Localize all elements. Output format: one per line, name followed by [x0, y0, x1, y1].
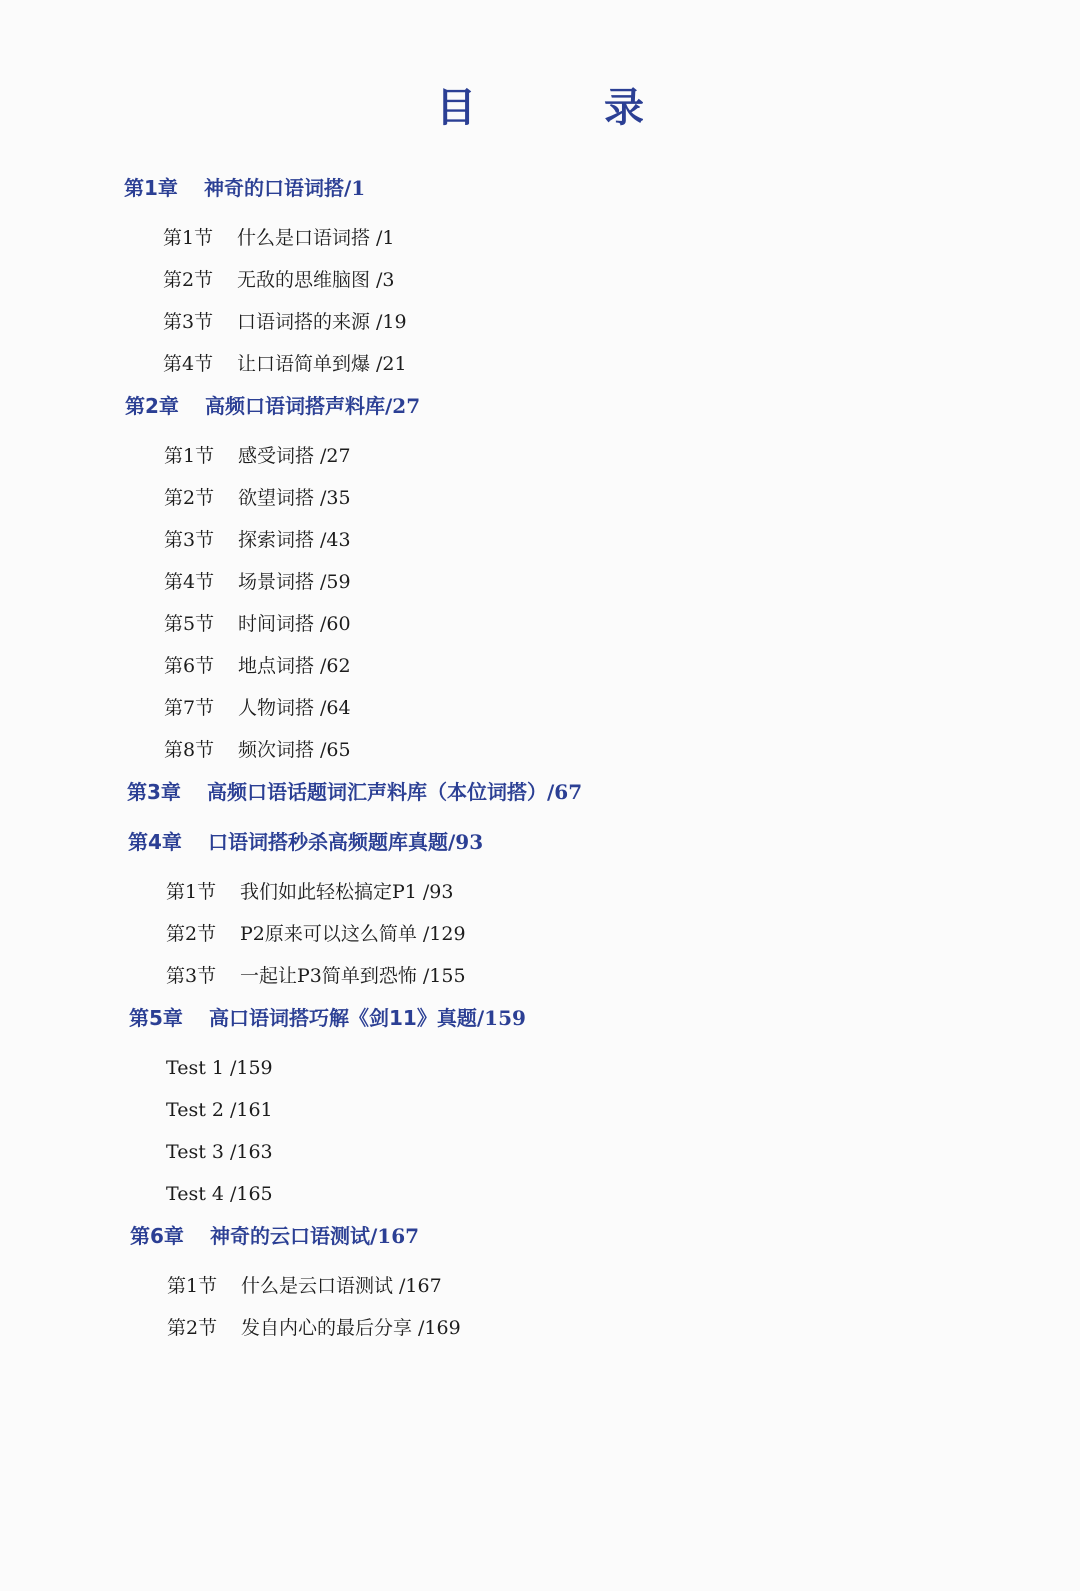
chapter-number: 第1章 [124, 176, 178, 200]
section-page: /43 [320, 529, 351, 551]
chapter-number: 第2章 [125, 394, 179, 418]
section-page: /3 [376, 269, 395, 291]
section-title: 频次词搭 [238, 739, 315, 761]
section-page: /59 [320, 571, 351, 593]
section-entry[interactable] [164, 567, 351, 597]
section-number: 第1节 [164, 445, 215, 467]
section-title: 欲望词搭 [238, 487, 315, 509]
section-title: Test 4 [166, 1183, 224, 1205]
section-title: 感受词搭 [238, 445, 315, 467]
chapter-title: 神奇的口语词搭 [204, 176, 344, 200]
chapter-entry[interactable] [125, 391, 420, 421]
section-entry[interactable] [163, 349, 407, 379]
section-title: 发自内心的最后分享 [241, 1317, 413, 1339]
section-entry[interactable] [166, 1137, 273, 1167]
chapter-entry[interactable] [124, 173, 365, 203]
chapter-entry[interactable] [128, 827, 483, 857]
section-title: 无敌的思维脑图 [237, 269, 371, 291]
section-title: 什么是口语词搭 [237, 227, 371, 249]
chapter-number: 第4章 [128, 830, 182, 854]
section-entry[interactable] [163, 223, 395, 253]
section-page: /155 [422, 965, 466, 987]
chapter-entry[interactable] [130, 1221, 419, 1251]
section-entry[interactable] [167, 1313, 461, 1343]
section-number: 第1节 [167, 1275, 218, 1297]
section-title: 时间词搭 [238, 613, 315, 635]
section-number: 第5节 [164, 613, 215, 635]
section-entry[interactable] [166, 1053, 273, 1083]
section-page: /60 [320, 613, 351, 635]
section-page: /167 [399, 1275, 442, 1297]
section-title: 我们如此轻松搞定P1 [240, 881, 417, 903]
section-number: 第1节 [166, 881, 217, 903]
section-title: 探索词搭 [238, 529, 315, 551]
section-page: /19 [376, 311, 407, 333]
section-entry[interactable] [164, 651, 351, 681]
chapter-title: 高口语词搭巧解《剑11》真题 [209, 1006, 477, 1030]
section-page: /161 [229, 1099, 273, 1121]
section-number: 第2节 [164, 487, 215, 509]
section-entry[interactable] [164, 693, 351, 723]
section-page: /165 [229, 1183, 273, 1205]
section-number: 第3节 [163, 311, 214, 333]
section-entry[interactable] [166, 919, 466, 949]
chapter-page: /167 [370, 1224, 420, 1248]
section-number: 第2节 [166, 923, 217, 945]
section-page: /35 [320, 487, 351, 509]
section-entry[interactable] [164, 525, 351, 555]
section-number: 第4节 [164, 571, 215, 593]
section-entry[interactable] [166, 1179, 273, 1209]
section-page: /169 [418, 1317, 461, 1339]
section-title: P2原来可以这么简单 [240, 923, 417, 945]
section-entry[interactable] [164, 441, 351, 471]
section-number: 第7节 [164, 697, 215, 719]
section-entry[interactable] [166, 961, 466, 991]
section-page: /159 [229, 1057, 273, 1079]
section-number: 第6节 [164, 655, 215, 677]
section-entry[interactable] [164, 735, 351, 765]
section-title: 口语词搭的来源 [237, 311, 371, 333]
section-number: 第4节 [163, 353, 214, 375]
chapter-page: /1 [344, 176, 366, 200]
section-number: 第3节 [166, 965, 217, 987]
section-title: 地点词搭 [238, 655, 315, 677]
chapter-title: 口语词搭秒杀高频题库真题 [208, 830, 448, 854]
section-number: 第1节 [163, 227, 214, 249]
section-title: Test 1 [166, 1057, 224, 1079]
section-page: /64 [320, 697, 351, 719]
chapter-page: /93 [448, 830, 484, 854]
section-entry[interactable] [164, 483, 351, 513]
page-title: 目 录 [436, 85, 688, 131]
section-page: /163 [229, 1141, 273, 1163]
section-number: 第8节 [164, 739, 215, 761]
section-page: /27 [320, 445, 351, 467]
chapter-entry[interactable] [127, 777, 582, 807]
section-entry[interactable] [163, 265, 395, 295]
section-number: 第2节 [167, 1317, 218, 1339]
chapter-entry[interactable] [129, 1003, 526, 1033]
chapter-number: 第6章 [130, 1224, 184, 1248]
section-page: /1 [376, 227, 395, 249]
section-entry[interactable] [163, 307, 407, 337]
section-entry[interactable] [164, 609, 351, 639]
chapter-page: /67 [547, 780, 583, 804]
section-entry[interactable] [166, 877, 453, 907]
section-page: /21 [376, 353, 407, 375]
chapter-number: 第5章 [129, 1006, 183, 1030]
chapter-page: /159 [476, 1006, 526, 1030]
section-entry[interactable] [167, 1271, 442, 1301]
section-title: 什么是云口语测试 [241, 1275, 394, 1297]
section-title: Test 2 [166, 1099, 224, 1121]
section-title: 人物词搭 [238, 697, 315, 719]
chapter-page: /27 [385, 394, 421, 418]
chapter-title: 高频口语话题词汇声料库（本位词搭） [207, 780, 547, 804]
section-title: 一起让P3简单到恐怖 [240, 965, 417, 987]
section-page: /65 [320, 739, 351, 761]
section-title: 让口语简单到爆 [237, 353, 371, 375]
section-page: /62 [320, 655, 351, 677]
chapter-title: 神奇的云口语测试 [210, 1224, 370, 1248]
section-page: /93 [422, 881, 454, 903]
section-entry[interactable] [166, 1095, 273, 1125]
section-title: 场景词搭 [238, 571, 315, 593]
section-number: 第3节 [164, 529, 215, 551]
chapter-number: 第3章 [127, 780, 181, 804]
section-number: 第2节 [163, 269, 214, 291]
section-title: Test 3 [166, 1141, 224, 1163]
section-page: /129 [422, 923, 466, 945]
chapter-title: 高频口语词搭声料库 [205, 394, 385, 418]
